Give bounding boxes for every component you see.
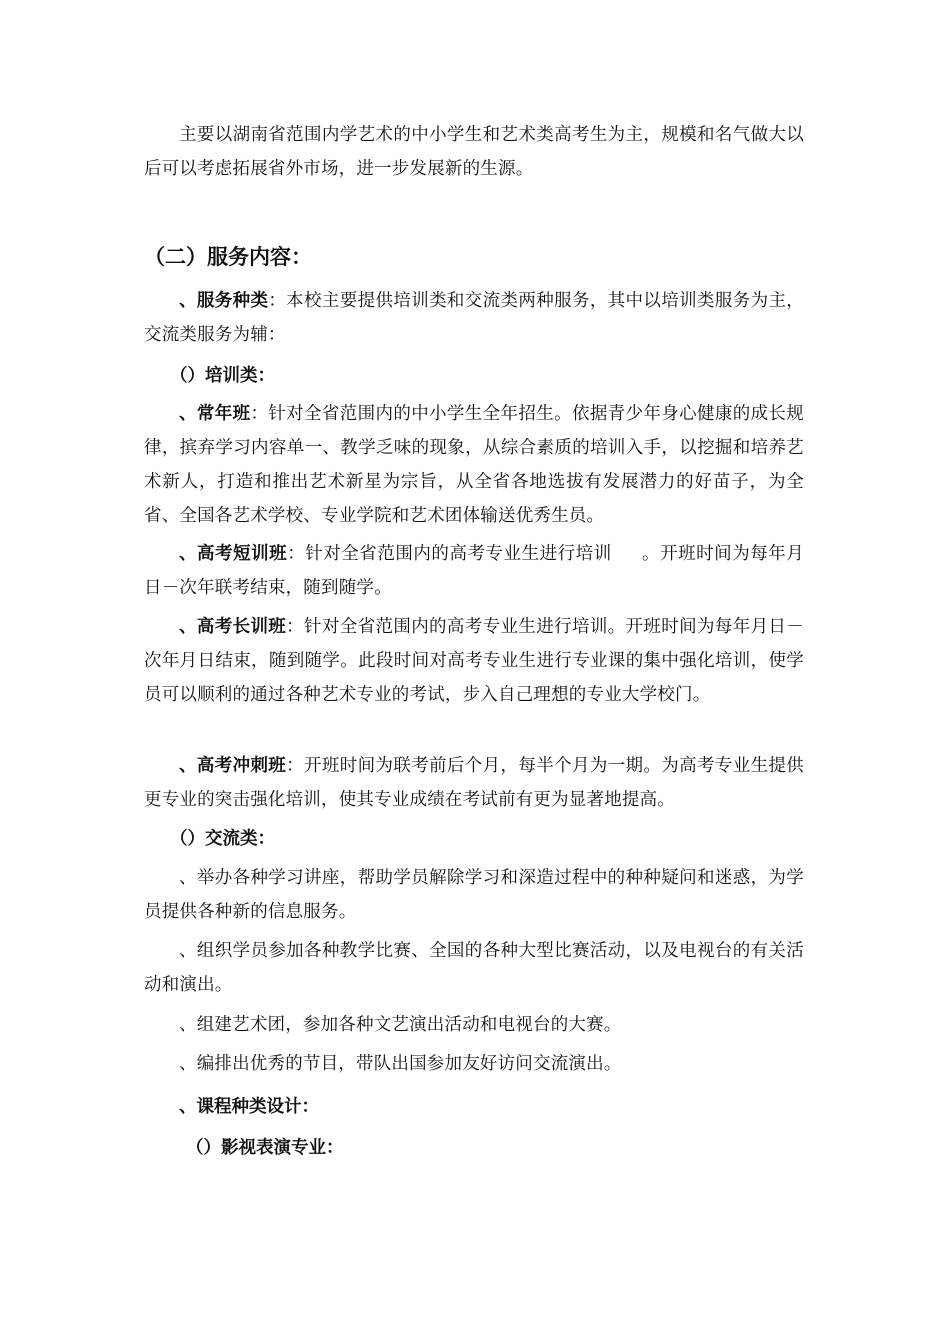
regular-class-paragraph — [144, 397, 804, 533]
exchange-item: 、组织学员参加各种教学比赛、全国的各种大型比赛活动，以及电视台的有关活动和演出。 — [144, 941, 804, 995]
exchange-item: 、编排出优秀的节目，带队出国参加友好访问交流演出。 — [179, 1054, 622, 1074]
training-heading: （）培训类： — [170, 366, 275, 386]
intro-paragraph: 主要以湖南省范围内学艺术的中小学生和艺术类高考生为主，规模和名气做大以后可以考虑拓展省外市场，进一步发展新的生源。 — [144, 125, 804, 179]
exchange-heading: （）交流类： — [170, 829, 275, 849]
short-class-label: 、高考短训班 — [179, 544, 288, 564]
regular-class-label: 、常年班 — [179, 404, 251, 424]
regular-class-text: ：针对全省范围内的中小学生全年招生。依据青少年身心健康的成长规律，摈弃学习内容单一、教学乏味的现象，从综合素质的培训入手，以挖掘和培养艺术新人，打造和推出艺术新星为宗旨，从全省各地选拔有发展潜力的好苗子，为全省、全国各艺术学校、专业学院和艺术团体输送优秀生员。 — [144, 404, 804, 526]
short-class-text-b: 。开班时间为每年月日－次年联考结束，随到随学。 — [144, 544, 804, 598]
section-heading: （二）服务内容： — [144, 244, 312, 269]
film-acting-heading: （）影视表演专业： — [186, 1138, 344, 1158]
long-class-text: ：针对全省范围内的高考专业生进行培训。开班时间为每年月日－次年月日结束，随到随学。此段时间对高考专业生进行专业课的集中强化培训，使学员可以顺利的通过各种艺术专业的考试，步入自己理想的专业大学校门。 — [144, 617, 804, 705]
long-class-paragraph — [144, 610, 804, 712]
sprint-class-label: 、高考冲刺班 — [179, 756, 287, 776]
sprint-class-paragraph — [144, 749, 804, 817]
service-types-label: 、服务种类 — [179, 291, 269, 311]
short-class-text-a: ：针对全省范围内的高考专业生进行培训 — [287, 544, 612, 564]
service-types-paragraph — [144, 284, 804, 352]
long-class-label: 、高考长训班 — [179, 617, 287, 637]
exchange-item: 、举办各种学习讲座，帮助学员解除学习和深造过程中的种种疑问和迷惑，为学员提供各种新的信息服务。 — [144, 868, 804, 922]
service-types-text: ：本校主要提供培训类和交流类两种服务，其中以培训类服务为主，交流类服务为辅： — [144, 291, 805, 345]
exchange-item: 、组建艺术团，参加各种文艺演出活动和电视台的大赛。 — [179, 1015, 622, 1035]
sprint-class-text: ：开班时间为联考前后个月，每半个月为一期。为高考专业生提供更专业的突击强化培训，使其专业成绩在考试前有更为显著地提高。 — [144, 756, 804, 810]
course-design-heading: 、课程种类设计： — [179, 1097, 319, 1117]
short-class-paragraph — [144, 537, 804, 605]
